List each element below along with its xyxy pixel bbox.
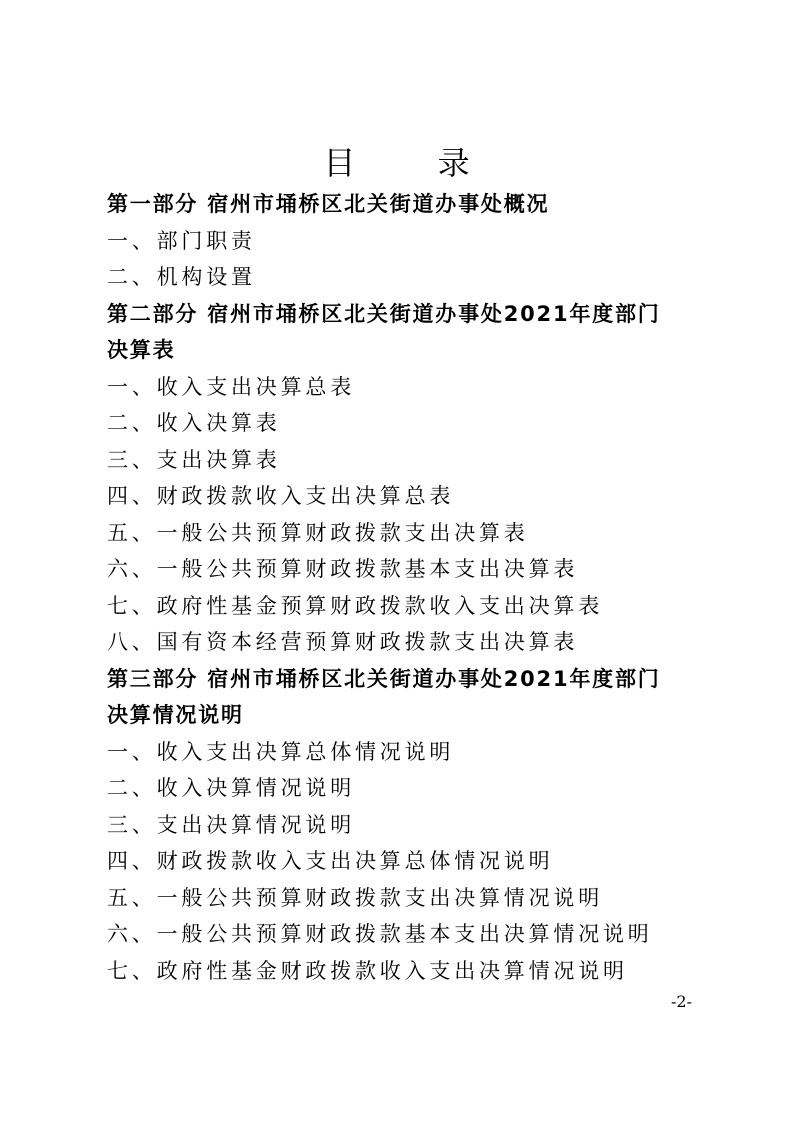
toc-item: 五、一般公共预算财政拨款支出决算情况说明 [107,885,603,910]
toc-item: 三、支出决算表 [107,447,281,472]
toc-item: 二、收入决算情况说明 [107,776,355,800]
toc-item: 四、财政拨款收入支出决算总体情况说明 [107,849,554,873]
part-heading-3-continued: 决算情况说明 [107,703,244,727]
table-of-contents [107,186,707,989]
toc-item: 四、财政拨款收入支出决算总表 [107,484,455,508]
toc-item: 六、一般公共预算财政拨款基本支出决算情况说明 [107,922,653,946]
toc-item: 六、一般公共预算财政拨款基本支出决算表 [107,557,579,581]
toc-item: 七、政府性基金预算财政拨款收入支出决算表 [107,593,603,618]
toc-item: 七、政府性基金财政拨款收入支出决算情况说明 [107,958,628,983]
toc-item: 一、部门职责 [107,228,256,253]
toc-item: 一、收入支出决算总表 [107,374,355,399]
part-heading-2-continued: 决算表 [107,338,176,362]
part-heading-2: 第二部分 宿州市埇桥区北关街道办事处2021年度部门 [107,301,661,326]
page-number: -2- [671,992,692,1011]
toc-item: 八、国有资本经营预算财政拨款支出决算表 [107,630,579,654]
toc-item: 二、收入决算表 [107,411,281,435]
part-heading-3: 第三部分 宿州市埇桥区北关街道办事处2021年度部门 [107,666,661,691]
toc-item: 一、收入支出决算总体情况说明 [107,739,455,764]
toc-item: 五、一般公共预算财政拨款支出决算表 [107,520,529,545]
toc-item: 三、支出决算情况说明 [107,812,355,837]
page-title: 目 录 [323,144,506,182]
part-heading-1: 第一部分 宿州市埇桥区北关街道办事处概况 [107,192,550,216]
toc-item: 二、机构设置 [107,265,256,289]
